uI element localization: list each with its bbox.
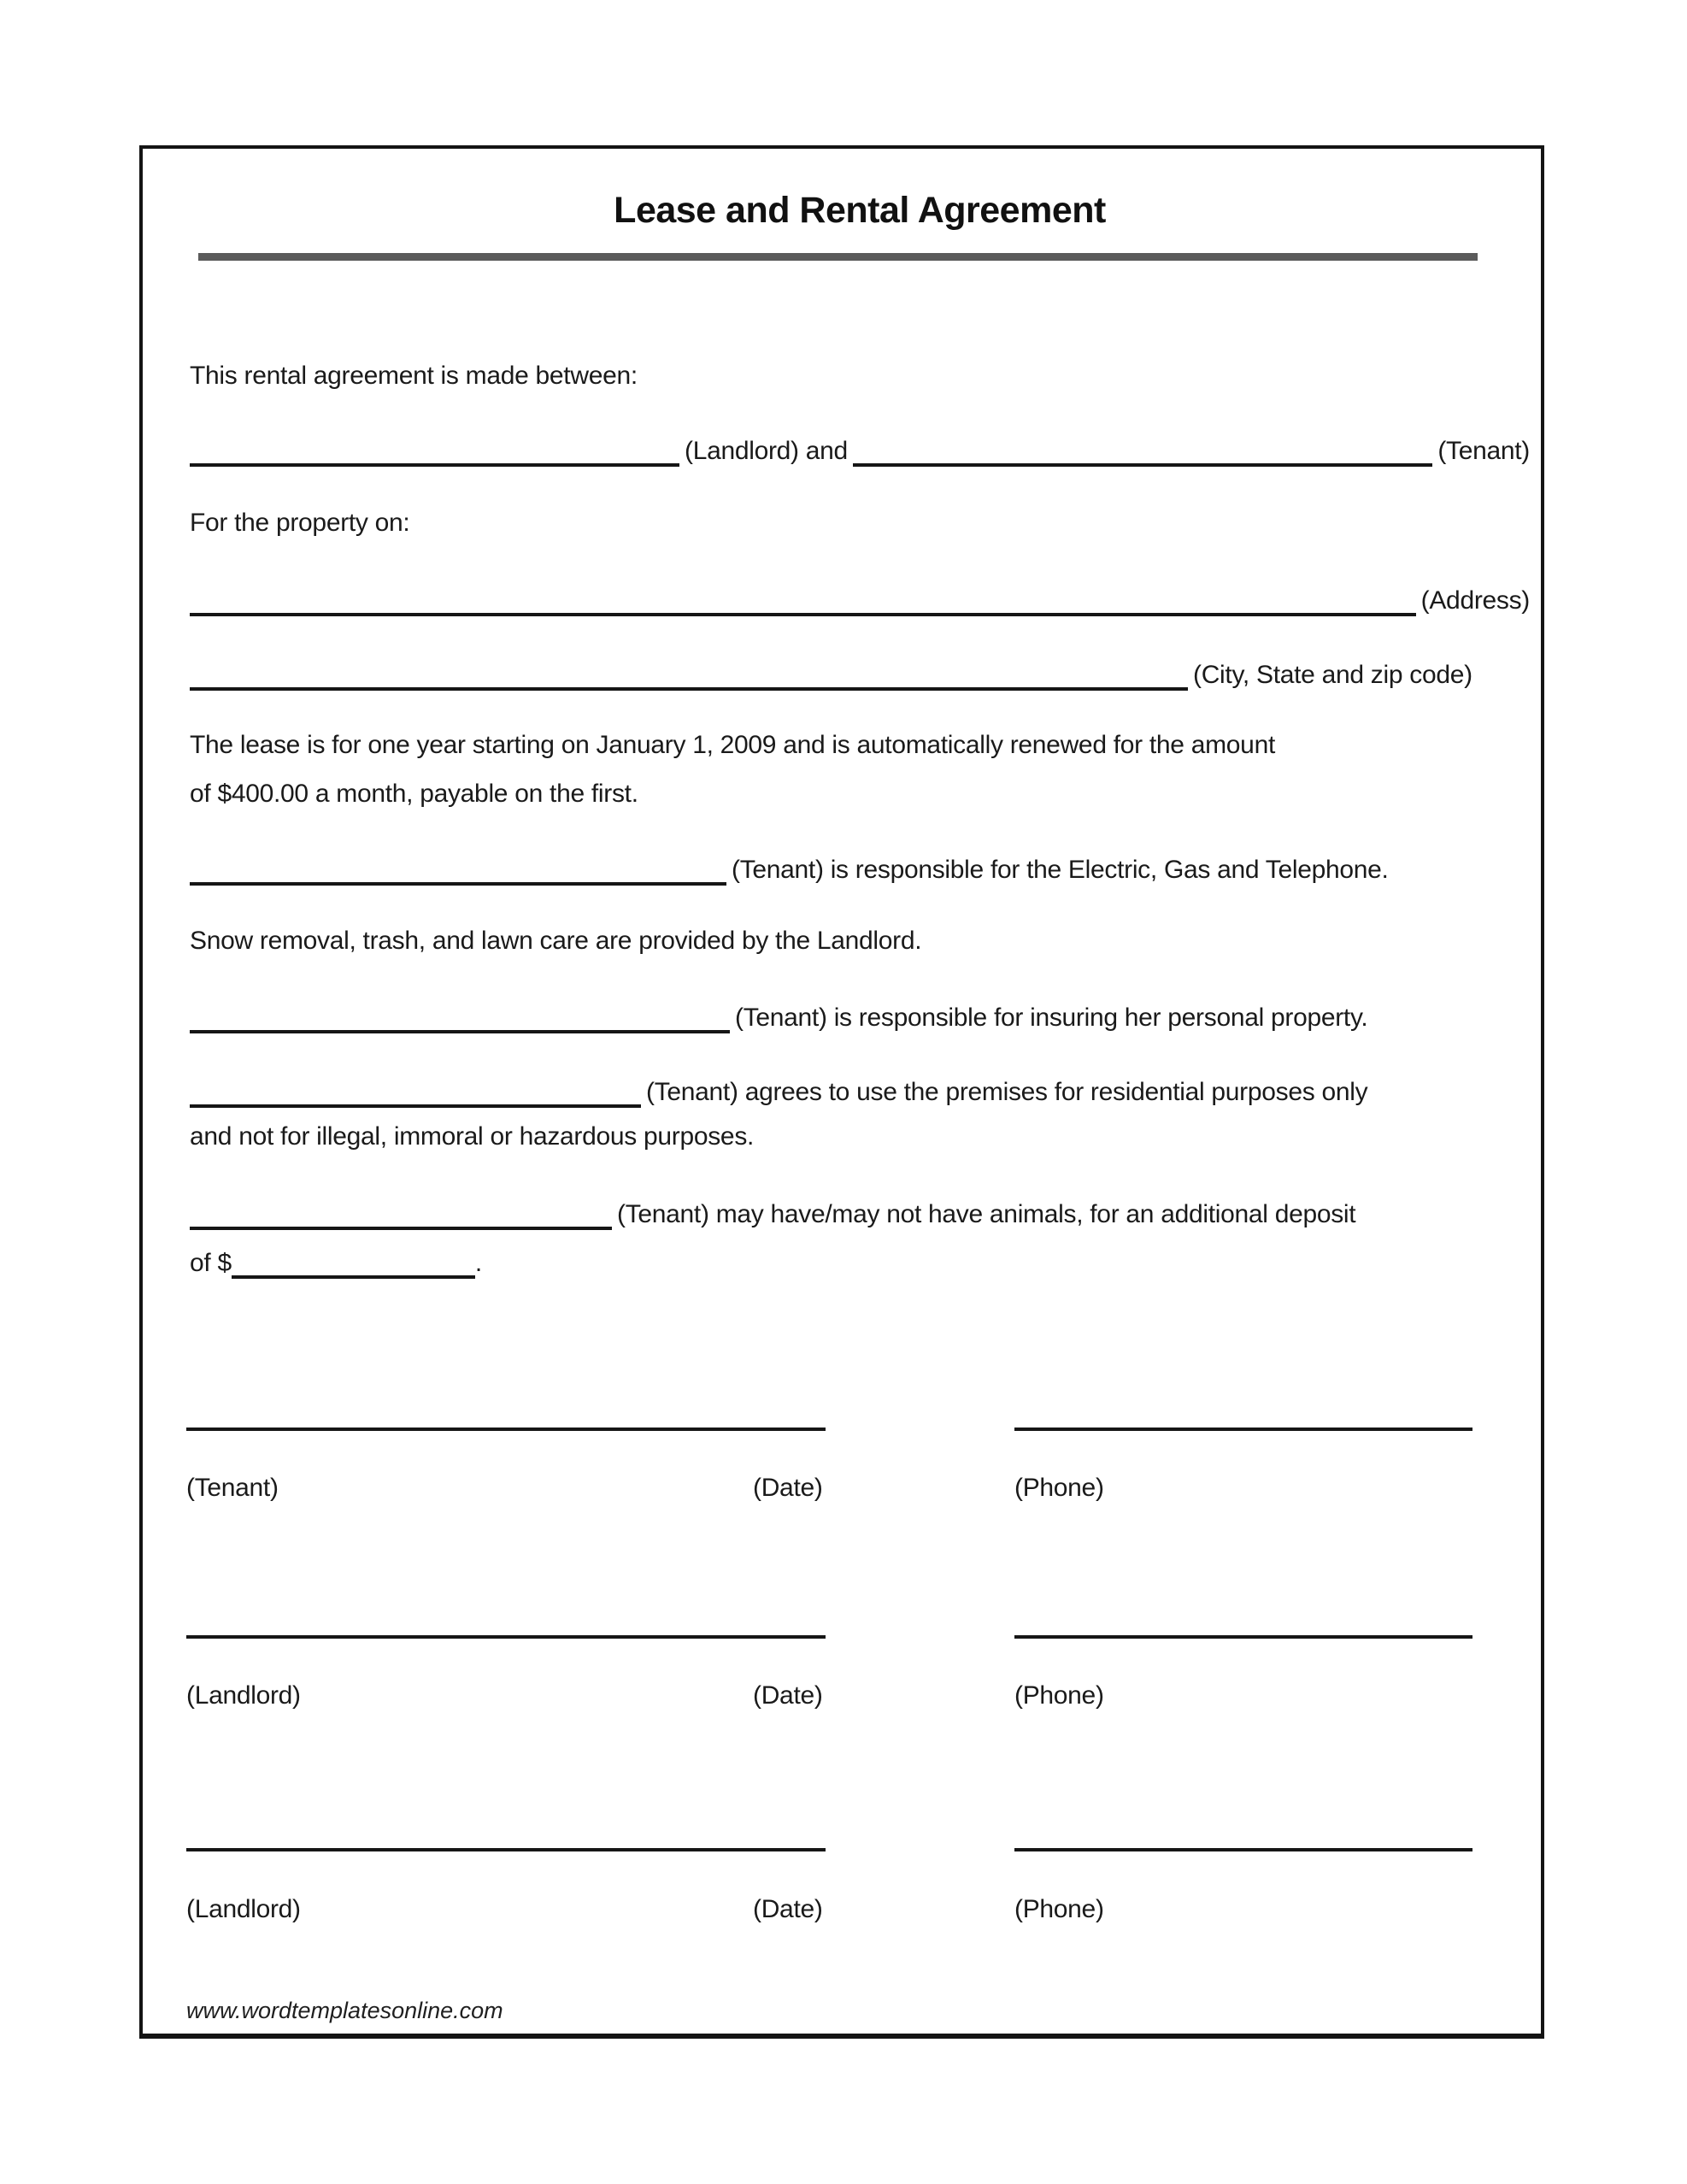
landlord-signature-lines-1: [186, 1635, 1530, 1639]
deposit-amount-field[interactable]: [232, 1245, 475, 1279]
animals-line-2: [190, 1245, 1530, 1279]
utilities-label: (Tenant) is responsible for the Electric, Gas and Telephone.: [732, 856, 1389, 884]
landlord-services-line: [190, 926, 1530, 957]
landlord-phone-label-2: (Phone): [1014, 1895, 1104, 1923]
lease-terms-line-2: [190, 779, 1530, 809]
document-page: [139, 145, 1544, 2039]
landlord-signature-line-1[interactable]: [186, 1635, 826, 1639]
address-label: (Address): [1420, 586, 1530, 615]
tenant-residential-field[interactable]: [190, 1074, 641, 1108]
tenant-utilities-field[interactable]: [190, 851, 726, 886]
tenant-date-label: (Date): [753, 1474, 823, 1502]
city-label: (City, State and zip code): [1193, 661, 1472, 689]
animals-suffix: .: [474, 1249, 482, 1277]
tenant-signature-lines: [186, 1428, 1530, 1431]
tenant-phone-label: (Phone): [1014, 1474, 1104, 1502]
landlord-phone-line-1[interactable]: [1014, 1635, 1472, 1639]
intro-line: [190, 361, 1530, 391]
landlord-phone-line-2[interactable]: [1014, 1848, 1472, 1851]
residential-label-1: (Tenant) agrees to use the premises for residential purposes only: [646, 1078, 1368, 1106]
tenant-phone-line[interactable]: [1014, 1428, 1472, 1431]
animals-prefix: of $: [190, 1249, 232, 1277]
address-line: [190, 582, 1530, 616]
lease-terms-text-1: The lease is for one year starting on January 1, 2009 and is automatically renewed for the amount: [190, 731, 1275, 759]
tenant-role-label: (Tenant): [186, 1474, 279, 1502]
animals-line-1: [190, 1196, 1530, 1230]
property-intro-text: For the property on:: [190, 509, 410, 537]
tenant-label: (Tenant): [1437, 437, 1530, 465]
landlord-phone-label-1: (Phone): [1014, 1681, 1104, 1710]
landlord-date-label-2: (Date): [753, 1895, 823, 1923]
city-line: [190, 656, 1530, 691]
utilities-line: [190, 851, 1530, 886]
animals-label-1: (Tenant) may have/may not have animals, for an additional deposit: [617, 1200, 1356, 1228]
tenant-animals-field[interactable]: [190, 1196, 612, 1230]
landlord-role-label-2: (Landlord): [186, 1895, 301, 1923]
landlord-name-field[interactable]: [190, 433, 679, 467]
tenant-signature-line[interactable]: [186, 1428, 826, 1431]
parties-line: [190, 433, 1530, 467]
lease-terms-line-1: [190, 730, 1530, 761]
insurance-line: [190, 999, 1530, 1033]
landlord-signature-lines-2: [186, 1848, 1530, 1851]
city-state-zip-field[interactable]: [190, 656, 1188, 691]
intro-text: This rental agreement is made between:: [190, 362, 638, 390]
residential-line-1: [190, 1074, 1530, 1108]
residential-label-2: and not for illegal, immoral or hazardous purposes.: [190, 1122, 755, 1151]
title-divider: [198, 253, 1478, 261]
landlord-date-label-1: (Date): [753, 1681, 823, 1710]
insurance-label: (Tenant) is responsible for insuring her personal property.: [735, 1004, 1368, 1032]
landlord-label: (Landlord) and: [685, 437, 848, 465]
residential-line-2: [190, 1121, 1530, 1152]
landlord-role-label-1: (Landlord): [186, 1681, 301, 1710]
website-footer: www.wordtemplatesonline.com: [186, 1998, 503, 2023]
tenant-name-field[interactable]: [853, 433, 1432, 467]
landlord-services-text: Snow removal, trash, and lawn care are provided by the Landlord.: [190, 927, 922, 955]
property-intro-line: [190, 508, 1530, 539]
lease-terms-text-2: of $400.00 a month, payable on the first.: [190, 780, 638, 808]
tenant-insurance-field[interactable]: [190, 999, 730, 1033]
page-title: Lease and Rental Agreement: [614, 190, 1106, 231]
landlord-signature-line-2[interactable]: [186, 1848, 826, 1851]
address-field[interactable]: [190, 582, 1416, 616]
